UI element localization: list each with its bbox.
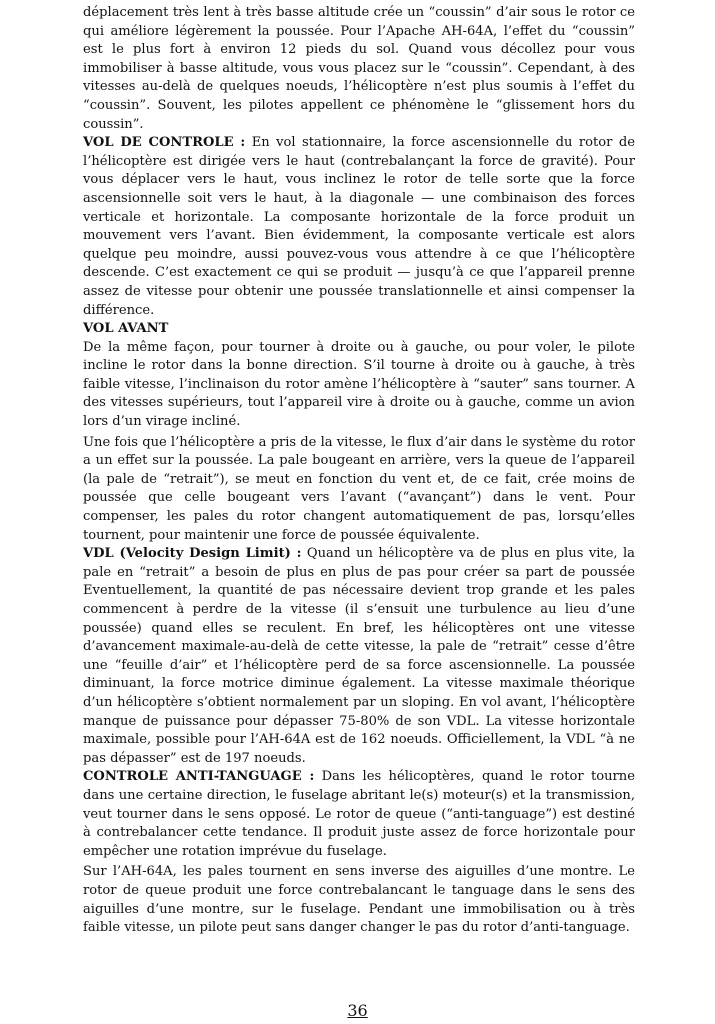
vol-controle-text: En vol stationnaire, la force ascensionnelle du rotor de l’hélicoptère est dirigée vers le haut (contrebalançant la force de gravité). Pour vous déplacer vers le haut, vous inclinez le rotor de telle sorte que la force ascensionnelle soit vers le haut, à la diagonale — une combinaison des forces verticale et horizontale. La composante horizontale de la force produit un mouvement vers l’avant. Bien évidemment, la composante verticale est alors quelque peu moindre, aussi pouvez-vous vous attendre à ce que l’hélicoptère descende. C’est exactement ce qui se produit — jusqu’à ce que l’appareil prenne assez de vitesse pour obtenir une poussée translationnelle et ainsi compenser la différence. [83,135,635,318]
page-number: 36 [347,1001,368,1020]
final-paragraph: Sur l’AH-64A, les pales tournent en sens inverse des aiguilles d’une montre. Le rotor de queue produit une force contrebalancant le tanguage dans le sens des aiguilles d’une montre, sur le fuselage. Pendant une immobilisation ou à très faible vitesse, un pilote peut sans danger changer le pas du rotor d’anti-tanguage. [83,864,635,936]
anti-tanguage-text: Dans les hélicoptères, quand le rotor tourne dans une certaine direction, le fuselage abritant le(s) moteur(s) et la transmission, veut tourner dans le sens opposé. Le rotor de queue (“anti-tanguage”) est destiné à contrebalancer cette tendance. Il produit juste assez de force horizontale pour empêcher une rotation imprévue du fuselage. [83,769,635,859]
anti-tanguage-paragraph [83,768,635,861]
vdl-text: Quand un hélicoptère va de plus en plus vite, la pale en “retrait” a besoin de plus en plus de pas pour créer sa part de poussée Eventuellement, la quantité de pas nécessaire devient trop grande et les pales commencent à perdre de la vitesse (il s’ensuit une turbulence au lieu d’une poussée) quand elles se reculent. En bref, les hélicoptères ont une vitesse d’avancement maximale-au-delà de cette vitesse, la pale de “retrait” cesse d’être une “feuille d’air” et l’hélicoptère perd de sa force ascensionnelle. La poussée diminuant, la force motrice diminue également. La vitesse maximale théorique d’un hélicoptère s’obtient normalement par un sloping. En vol avant, l’hélicoptère manque de puissance pour dépasser 75-80% de son VDL. La vitesse horizontale maximale, possible pour l’AH-64A est de 162 noeuds. Officiellement, la VDL “à ne pas dépasser” est de 197 noeuds. [83,546,635,766]
vdl-heading: VDL (Velocity Design Limit) : [83,546,302,562]
vol-avant-paragraph: De la même façon, pour tourner à droite ou à gauche, ou pour voler, le pilote incline le rotor dans la bonne direction. S’il tourne à droite ou à gauche, à très faible vitesse, l’inclinaison du rotor amène l’hélicoptère à “sauter” sans tourner. A des vitesses supérieurs, tout l’appareil vire à droite ou à gauche, comme un avion lors d’un virage incliné. [83,339,635,430]
document-page [83,4,635,938]
intro-paragraph: déplacement très lent à très basse altitude crée un “coussin” d’air sous le rotor ce qui améliore légèrement la poussée. Pour l’Apache AH-64A, l’effet du “coussin” est le plus fort à environ 12 pieds du sol. Quand vous décollez pour vous immobiliser à basse altitude, vous vous placez sur le “coussin”. Cependant, à des vitesses au-delà de quelques noeuds, l’hélicoptère n’est plus soumis à l’effet du “coussin”. Souvent, les pilotes appellent ce phénomène le “glissement hors du coussin”. [83,5,635,132]
vol-avant-heading: VOL AVANT [83,321,169,337]
anti-tanguage-heading: CONTROLE ANTI-TANGUAGE : [83,769,315,785]
flux-paragraph: Une fois que l’hélicoptère a pris de la vitesse, le flux d’air dans le système du rotor a un effet sur la poussée. La pale bougeant en arrière, vers la queue de l’appareil (la pale de “retrait”), se meut en fonction du vent et, de ce fait, crée moins de poussée que celle bougeant vers l’avant (“avançant”) dans le vent. Pour compenser, les pales du rotor changent automatiquement de pas, lorsqu’elles tournent, pour maintenir une force de poussée équivalente. [83,434,635,543]
vol-controle-heading: VOL DE CONTROLE : [83,135,246,151]
vol-controle-paragraph [83,134,635,320]
vdl-paragraph [83,545,635,768]
